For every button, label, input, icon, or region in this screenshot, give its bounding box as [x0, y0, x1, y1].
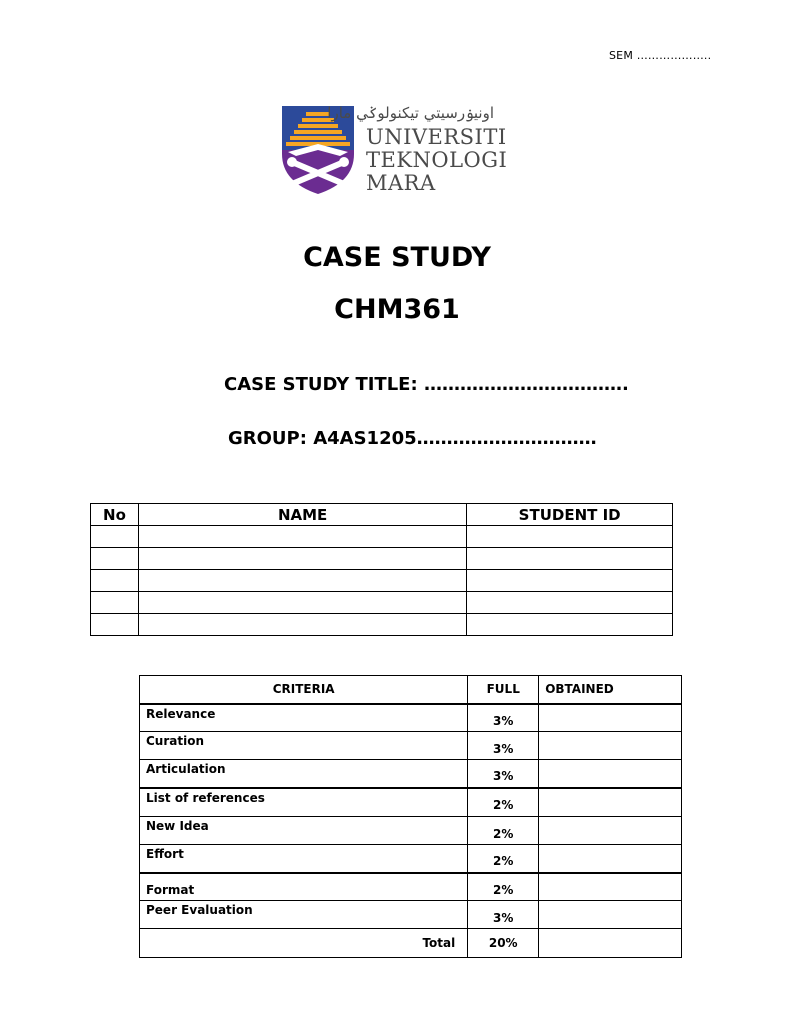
document-title: CASE STUDY	[303, 242, 491, 273]
criteria-obtained-cell	[539, 817, 682, 845]
criteria-full-cell: 3%	[468, 760, 539, 788]
criteria-name-cell: Curation	[140, 732, 468, 760]
table-row	[140, 845, 682, 873]
table-row	[91, 592, 673, 614]
logo-jawi-text: اونيۏرسيتي تيكنولوݢي مارا	[327, 104, 494, 122]
col-header-full: FULL	[468, 676, 539, 704]
criteria-name-cell: Format	[140, 873, 468, 901]
criteria-full-cell: 3%	[468, 732, 539, 760]
sem-label: SEM ………………..	[609, 49, 712, 62]
member-name-cell	[138, 570, 466, 592]
criteria-obtained-cell	[539, 760, 682, 788]
criteria-obtained-cell	[539, 873, 682, 901]
col-header-student-id: STUDENT ID	[467, 504, 673, 526]
logo-line-2: TEKNOLOGI	[366, 148, 508, 172]
logo-wordmark	[366, 126, 507, 195]
criteria-name-cell: List of references	[140, 788, 468, 817]
col-header-obtained: OBTAINED	[539, 676, 682, 704]
criteria-full-cell: 2%	[468, 788, 539, 817]
group-field: GROUP: A4AS1205…………………………	[228, 428, 597, 449]
criteria-obtained-cell	[539, 732, 682, 760]
criteria-name-cell: Articulation	[140, 760, 468, 788]
members-table	[90, 503, 673, 636]
total-obtained-cell	[539, 929, 682, 958]
total-row	[140, 929, 682, 958]
criteria-full-cell: 3%	[468, 704, 539, 732]
col-header-name: NAME	[138, 504, 466, 526]
table-row	[91, 526, 673, 548]
member-no-cell	[91, 614, 139, 636]
table-row	[140, 788, 682, 817]
case-study-title-field: CASE STUDY TITLE: …………………………….	[224, 374, 629, 395]
criteria-name-cell: New Idea	[140, 817, 468, 845]
member-id-cell	[467, 548, 673, 570]
member-name-cell	[138, 526, 466, 548]
member-id-cell	[467, 526, 673, 548]
table-row	[140, 704, 682, 732]
criteria-full-cell: 2%	[468, 817, 539, 845]
criteria-name-cell: Relevance	[140, 704, 468, 732]
criteria-table	[139, 675, 682, 958]
criteria-header-row	[140, 676, 682, 704]
criteria-full-cell: 3%	[468, 901, 539, 929]
criteria-obtained-cell	[539, 788, 682, 817]
table-row	[91, 548, 673, 570]
member-name-cell	[138, 614, 466, 636]
criteria-name-cell: Peer Evaluation	[140, 901, 468, 929]
total-full-cell: 20%	[468, 929, 539, 958]
member-no-cell	[91, 548, 139, 570]
total-label: Total	[140, 929, 468, 958]
member-id-cell	[467, 614, 673, 636]
table-row	[140, 760, 682, 788]
table-row	[91, 614, 673, 636]
course-code: CHM361	[334, 294, 460, 325]
member-no-cell	[91, 570, 139, 592]
member-no-cell	[91, 592, 139, 614]
table-row	[91, 570, 673, 592]
table-row	[140, 732, 682, 760]
member-no-cell	[91, 526, 139, 548]
criteria-obtained-cell	[539, 845, 682, 873]
criteria-obtained-cell	[539, 704, 682, 732]
uitm-logo	[280, 104, 508, 196]
members-header-row	[91, 504, 673, 526]
table-row	[140, 817, 682, 845]
criteria-obtained-cell	[539, 901, 682, 929]
col-header-criteria: CRITERIA	[140, 676, 468, 704]
member-name-cell	[138, 592, 466, 614]
criteria-name-cell: Effort	[140, 845, 468, 873]
table-row	[140, 873, 682, 901]
criteria-full-cell: 2%	[468, 873, 539, 901]
logo-line-3: MARA	[366, 171, 436, 195]
table-row	[140, 901, 682, 929]
member-name-cell	[138, 548, 466, 570]
logo-line-1: UNIVERSITI	[366, 125, 507, 149]
col-header-no: No	[91, 504, 139, 526]
member-id-cell	[467, 570, 673, 592]
criteria-full-cell: 2%	[468, 845, 539, 873]
member-id-cell	[467, 592, 673, 614]
